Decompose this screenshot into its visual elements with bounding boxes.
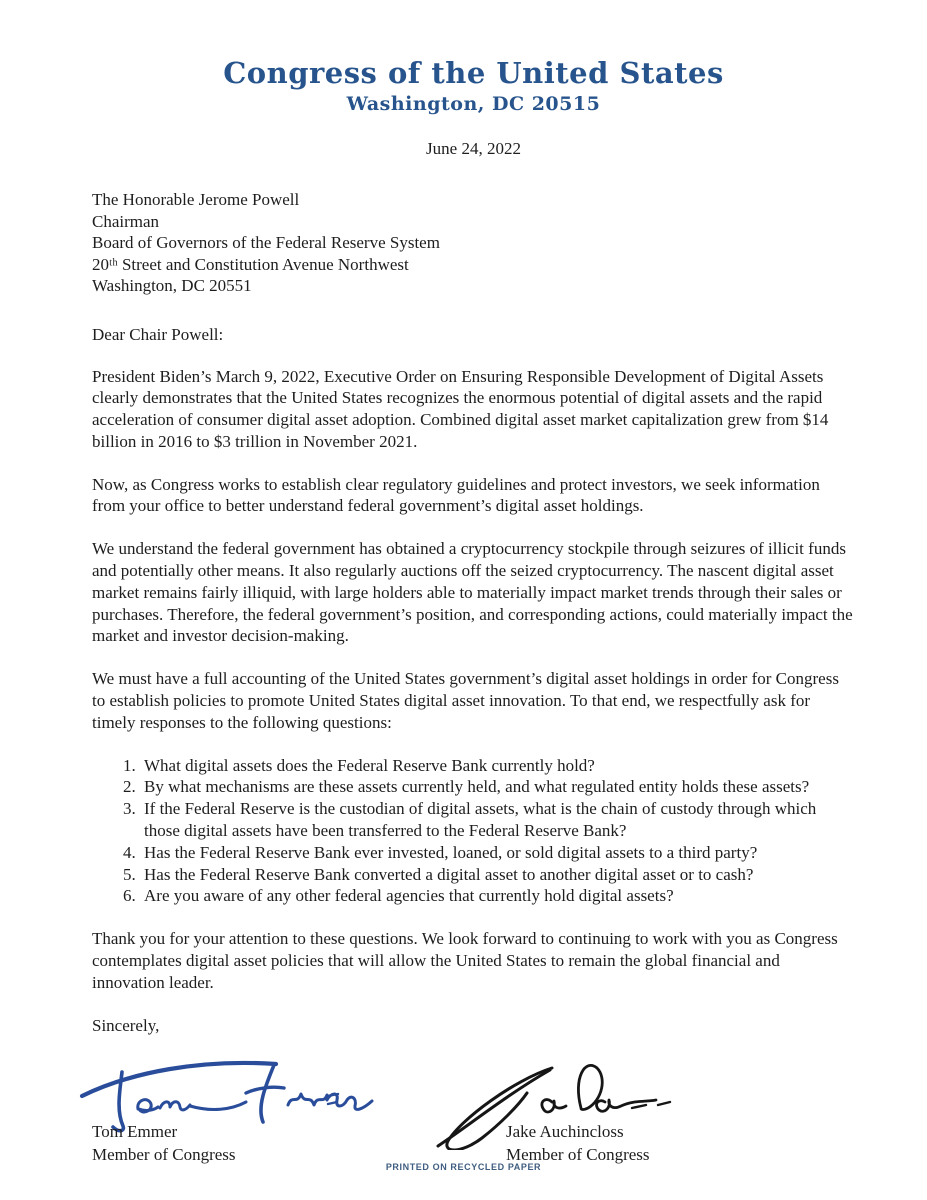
letterhead-title: Congress of the United States bbox=[223, 56, 724, 90]
question-item: 6. Are you aware of any other federal agencies that currently hold digital assets? bbox=[140, 885, 855, 907]
signature-row bbox=[92, 1050, 855, 1166]
paragraph-full-accounting: We must have a full accounting of the United States government’s digital asset holdings in order for Congress to establish policies to promote United States digital asset innovation. To that end, we respectfully ask for timely responses to the following questions: bbox=[92, 669, 839, 732]
signature-block-jake-auchincloss bbox=[422, 1050, 855, 1166]
paragraph-crypto-stockpile: We understand the federal government has obtained a cryptocurrency stockpile through seizures of illicit funds and potentially other means. It also regularly auctions off the seized cryptocurrency. The nascent digital asset market remains fairly illiquid, with large holders able to materially impact market trends through their sales or purchases. Therefore, the federal government’s position, and corresponding actions, could materially impact the market and investor decision-making. bbox=[92, 539, 853, 646]
signer-name: Tom Emmer bbox=[92, 1121, 178, 1141]
paragraph-congress-seeks-info: Now, as Congress works to establish clear regulatory guidelines and protect investors, we seek information from your office to better understand federal government’s digital asset holdings. bbox=[92, 474, 820, 516]
signoff: Sincerely, bbox=[92, 1015, 160, 1035]
signer-title: Member of Congress bbox=[92, 1144, 236, 1164]
question-item: 3. If the Federal Reserve is the custodian of digital assets, what is the chain of custody through which those digital assets have been transferred to the Federal Reserve Bank? bbox=[140, 798, 855, 842]
signer-name: Jake Auchincloss bbox=[506, 1121, 624, 1141]
recipient-line: The Honorable Jerome Powell bbox=[92, 190, 300, 209]
recipient-address bbox=[92, 189, 855, 297]
recipient-line: Washington, DC 20551 bbox=[92, 276, 252, 295]
question-item: 5. Has the Federal Reserve Bank converted a digital asset to another digital asset or to cash? bbox=[140, 864, 855, 886]
recipient-line: Chairman bbox=[92, 211, 160, 231]
signer-title: Member of Congress bbox=[506, 1144, 650, 1164]
paragraph-thank-you: Thank you for your attention to these questions. We look forward to continuing to work with you as Congress contemplates digital asset policies that will allow the United States to remain the global financial and innovation leader. bbox=[92, 929, 838, 992]
letter-date: June 24, 2022 bbox=[426, 139, 521, 158]
question-item: 2. By what mechanisms are these assets currently held, and what regulated entity holds these assets? bbox=[140, 776, 855, 798]
salutation: Dear Chair Powell: bbox=[92, 324, 224, 344]
question-item: 1. What digital assets does the Federal Reserve Bank currently hold? bbox=[140, 755, 855, 777]
questions-list bbox=[92, 755, 855, 908]
recycled-paper-notice: PRINTED ON RECYCLED PAPER bbox=[385, 1162, 542, 1172]
paragraph-executive-order: President Biden’s March 9, 2022, Executive Order on Ensuring Responsible Development of Digital Assets clearly demonstrates that the United States recognizes the enormous potential of digital assets and the rapid acceleration of consumer digital asset adoption. Combined digital asset market capitalization grew from $14 billion in 2016 to $3 trillion in November 2021. bbox=[92, 366, 829, 451]
signature-block-tom-emmer bbox=[92, 1052, 422, 1166]
recipient-line: 20ᵗʰ Street and Constitution Avenue Northwest bbox=[92, 254, 409, 274]
recipient-line: Board of Governors of the Federal Reserve System bbox=[92, 233, 440, 252]
letterhead-address: Washington, DC 20515 bbox=[346, 93, 601, 115]
letterhead bbox=[92, 56, 855, 115]
question-item: 4. Has the Federal Reserve Bank ever invested, loaned, or sold digital assets to a third party? bbox=[140, 842, 855, 864]
